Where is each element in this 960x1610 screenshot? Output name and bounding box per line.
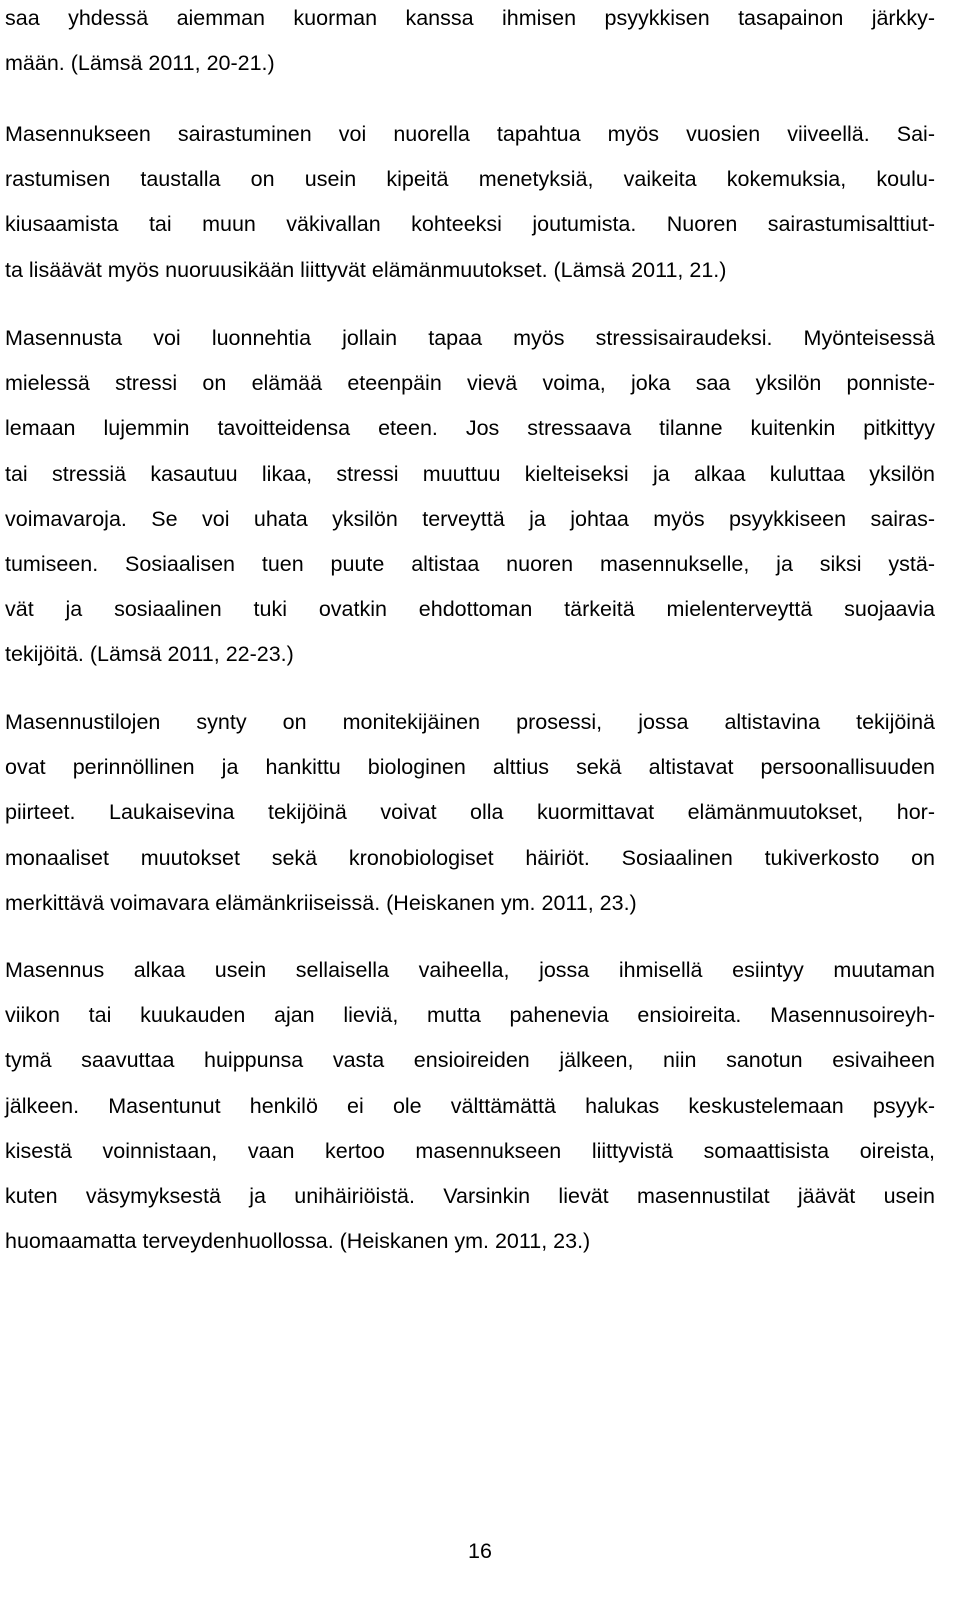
text-line: piirteet. Laukaisevina tekijöinä voivat olla kuormittavat elämänmuutokset, hor-: [5, 800, 935, 825]
text-line: Masennusta voi luonnehtia jollain tapaa myös stressisairaudeksi. Myönteisessä: [5, 326, 935, 350]
text-line: voimavaroja. Se voi uhata yksilön terveyttä ja johtaa myös psyykkiseen sairas-: [5, 506, 935, 531]
text-line: jälkeen. Masentunut henkilö ei ole välttämättä halukas keskustelemaan psyyk-: [5, 1093, 935, 1118]
paragraph-3: [5, 316, 935, 678]
paragraph-4: [5, 700, 935, 926]
paragraph-2: [5, 112, 935, 293]
text-line: rastumisen taustalla on usein kipeitä menetyksiä, vaikeita kokemuksia, koulu-: [5, 167, 935, 192]
text-line: Masennukseen sairastuminen voi nuorella tapahtua myös vuosien viiveellä. Sai-: [5, 122, 935, 146]
text-line: vät ja sosiaalinen tuki ovatkin ehdottoman tärkeitä mielenterveyttä suojaavia: [5, 597, 935, 622]
text-line: huomaamatta terveydenhuollossa. (Heiskanen ym. 2011, 23.): [5, 1229, 591, 1254]
text-line: tai stressiä kasautuu likaa, stressi muuttuu kielteiseksi ja alkaa kuluttaa yksilön: [5, 461, 935, 486]
text-line: lemaan lujemmin tavoitteidensa eteen. Jos stressaava tilanne kuitenkin pitkittyy: [5, 416, 935, 441]
paragraph-1: [5, 0, 935, 86]
text-line: Masennus alkaa usein sellaisella vaiheella, jossa ihmisellä esiintyy muutaman: [5, 958, 935, 982]
text-line: mään. (Lämsä 2011, 20-21.): [5, 51, 275, 76]
text-line: tekijöitä. (Lämsä 2011, 22-23.): [5, 642, 294, 667]
text-line: Masennustilojen synty on monitekijäinen prosessi, jossa altistavina tekijöinä: [5, 710, 935, 734]
text-line: merkittävä voimavara elämänkriiseissä. (Heiskanen ym. 2011, 23.): [5, 890, 637, 915]
text-line: kiusaamista tai muun väkivallan kohteeksi joutumista. Nuoren sairastumisalttiut-: [5, 212, 935, 237]
paragraph-5: [5, 948, 935, 1264]
text-line: tymä saavuttaa huippunsa vasta ensioireiden jälkeen, niin sanotun esivaiheen: [5, 1048, 935, 1073]
text-line: tumiseen. Sosiaalisen tuen puute altistaa nuoren masennukselle, ja siksi ystä-: [5, 551, 935, 576]
page-number: 16: [468, 1539, 492, 1563]
text-line: mielessä stressi on elämää eteenpäin vievä voima, joka saa yksilön ponniste-: [5, 371, 935, 396]
text-line: kuten väsymyksestä ja unihäiriöistä. Varsinkin lievät masennustilat jäävät usein: [5, 1183, 935, 1208]
text-line: ovat perinnöllinen ja hankittu biologinen alttius sekä altistavat persoonallisuuden: [5, 755, 935, 780]
text-line: ta lisäävät myös nuoruusikään liittyvät elämänmuutokset. (Lämsä 2011, 21.): [5, 257, 727, 282]
text-line: kisestä voinnistaan, vaan kertoo masennukseen liittyvistä somaattisista oireista,: [5, 1138, 935, 1163]
text-line: saa yhdessä aiemman kuorman kanssa ihmisen psyykkisen tasapainon järkky-: [5, 6, 935, 30]
text-line: viikon tai kuukauden ajan lieviä, mutta pahenevia ensioireita. Masennusoireyh-: [5, 1003, 935, 1028]
text-line: monaaliset muutokset sekä kronobiologiset häiriöt. Sosiaalinen tukiverkosto on: [5, 845, 935, 870]
